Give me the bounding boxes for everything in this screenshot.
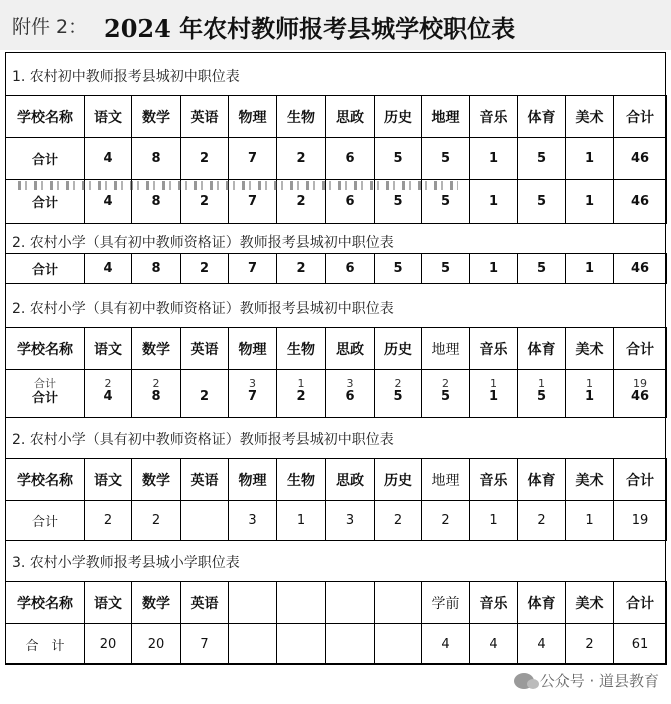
row-label-cell: 学校名称	[6, 582, 85, 624]
table-row	[6, 254, 667, 284]
table-cell	[326, 370, 375, 418]
section-3-table	[5, 581, 667, 665]
cell-value: 5	[393, 389, 403, 404]
table-cell: 1	[566, 501, 614, 541]
table-cell: 历史	[375, 459, 422, 501]
watermark-text: 公众号 · 道县教育	[539, 672, 659, 690]
table-cell: 7	[229, 254, 277, 284]
table-cell: 思政	[326, 328, 375, 370]
table-cell	[614, 370, 667, 418]
table-cell: 地理	[422, 96, 470, 138]
table-cell: 8	[132, 138, 181, 180]
cell-value: 合计	[31, 391, 58, 406]
table-cell: 合计	[614, 328, 667, 370]
table-cell	[229, 370, 277, 418]
table-cell: 5	[518, 254, 566, 284]
header-row	[6, 582, 667, 624]
table-cell: 体育	[518, 96, 566, 138]
row-label-cell	[6, 370, 85, 418]
table-cell: 46	[614, 180, 667, 224]
row-label-cell: 学校名称	[6, 96, 85, 138]
table-cell: 英语	[181, 582, 229, 624]
table-cell	[518, 370, 566, 418]
table-cell: 数学	[132, 96, 181, 138]
table-cell: 数学	[132, 328, 181, 370]
watermark	[514, 670, 659, 691]
table-cell: 2	[518, 501, 566, 541]
table-cell: 1	[470, 254, 518, 284]
ghost-value: 19	[633, 377, 647, 390]
table-cell: 生物	[277, 459, 326, 501]
table-cell	[566, 370, 614, 418]
table-cell	[326, 582, 375, 624]
table-cell: 1	[277, 501, 326, 541]
ghost-value: 1	[585, 377, 593, 390]
cell-value: 1	[488, 389, 499, 404]
ghost-value: 1	[537, 377, 545, 390]
overprinted-value	[440, 377, 451, 404]
overprinted-value	[345, 377, 355, 404]
table-cell: 物理	[229, 96, 277, 138]
table-cell: 语文	[85, 582, 132, 624]
scan-artifact	[18, 181, 458, 190]
table-cell: 物理	[229, 459, 277, 501]
table-cell: 英语	[181, 96, 229, 138]
table-cell	[326, 624, 375, 665]
section-1-table	[5, 95, 667, 224]
table-cell: 合计	[614, 96, 667, 138]
table-cell: 2	[375, 501, 422, 541]
table-cell: 美术	[566, 96, 614, 138]
overprinted-value	[103, 377, 113, 404]
row-label-cell: 合计	[6, 254, 85, 284]
section-2a-title: 2. 农村小学（具有初中教师资格证）教师报考县城初中职位表	[12, 235, 394, 251]
table-cell: 语文	[85, 96, 132, 138]
table-row	[6, 138, 667, 180]
ghost-value: 2	[104, 377, 112, 390]
table-cell: 数学	[132, 582, 181, 624]
table-cell: 5	[375, 180, 422, 224]
table-cell	[375, 624, 422, 665]
table-cell: 4	[85, 254, 132, 284]
table-cell: 语文	[85, 459, 132, 501]
table-cell	[181, 370, 229, 418]
table-cell: 音乐	[470, 582, 518, 624]
table-cell: 音乐	[470, 96, 518, 138]
row-label-cell: 合计	[6, 180, 85, 224]
row-label-cell: 学校名称	[6, 328, 85, 370]
overprinted-value	[630, 377, 650, 404]
row-label-cell: 学校名称	[6, 459, 85, 501]
table-cell: 合计	[614, 459, 667, 501]
ghost-value: 1	[489, 377, 497, 390]
table-cell: 5	[518, 138, 566, 180]
table-cell: 8	[132, 254, 181, 284]
table-cell: 20	[85, 624, 132, 665]
overprinted-value	[31, 377, 58, 406]
table-cell: 4	[85, 180, 132, 224]
table-cell: 思政	[326, 96, 375, 138]
table-cell	[375, 582, 422, 624]
section-2a-table	[5, 253, 667, 284]
section-2c-title: 2. 农村小学（具有初中教师资格证）教师报考县城初中职位表	[12, 432, 394, 448]
table-cell: 音乐	[470, 459, 518, 501]
page-title: 2024 年农村教师报考县城学校职位表	[104, 14, 516, 43]
table-cell	[181, 501, 229, 541]
table-cell: 美术	[566, 459, 614, 501]
table-cell: 2	[181, 138, 229, 180]
table-cell: 2	[277, 138, 326, 180]
table-cell: 2	[132, 501, 181, 541]
ghost-value: 2	[152, 377, 160, 390]
overprinted-value	[296, 377, 306, 404]
table-cell: 61	[614, 624, 667, 665]
overprinted-value	[247, 377, 258, 404]
table-cell: 5	[375, 138, 422, 180]
ghost-value: 合计	[33, 377, 56, 390]
table-cell: 5	[375, 254, 422, 284]
cell-value: 2	[296, 389, 306, 404]
table-cell: 5	[518, 180, 566, 224]
header-row	[6, 459, 667, 501]
row-label-cell: 合 计	[6, 624, 85, 665]
table-cell: 体育	[518, 328, 566, 370]
cell-value: 5	[536, 389, 547, 404]
table-cell: 1	[470, 501, 518, 541]
overprinted-value	[199, 386, 210, 404]
table-cell: 历史	[375, 328, 422, 370]
ghost-value: 2	[441, 377, 449, 390]
section-2c-table	[5, 458, 667, 541]
row-label-cell: 合计	[6, 501, 85, 541]
table-cell: 2	[181, 254, 229, 284]
table-cell	[277, 370, 326, 418]
table-cell: 8	[132, 180, 181, 224]
table-cell: 英语	[181, 328, 229, 370]
section-1-title: 1. 农村初中教师报考县城初中职位表	[12, 69, 240, 85]
table-cell: 合计	[614, 582, 667, 624]
table-cell	[422, 370, 470, 418]
section-2b-table	[5, 327, 667, 418]
overprinted-value	[536, 377, 547, 404]
table-cell	[85, 370, 132, 418]
table-cell: 2	[277, 254, 326, 284]
table-cell: 语文	[85, 328, 132, 370]
table-cell: 6	[326, 254, 375, 284]
table-cell: 7	[181, 624, 229, 665]
table-cell: 19	[614, 501, 667, 541]
header-row	[6, 328, 667, 370]
table-cell: 1	[566, 254, 614, 284]
table-row-overprinted	[6, 370, 667, 418]
table-cell: 体育	[518, 459, 566, 501]
table-cell: 4	[422, 624, 470, 665]
table-cell: 学前	[422, 582, 470, 624]
table-cell: 美术	[566, 328, 614, 370]
ghost-value: 3	[248, 377, 256, 390]
cell-value: 8	[151, 389, 161, 404]
table-cell: 生物	[277, 96, 326, 138]
overprinted-value	[584, 377, 595, 404]
cell-value: 5	[440, 389, 451, 404]
table-cell	[229, 624, 277, 665]
table-cell	[470, 370, 518, 418]
table-cell: 地理	[422, 459, 470, 501]
table-cell	[229, 582, 277, 624]
header-row	[6, 96, 667, 138]
table-cell: 20	[132, 624, 181, 665]
table-cell: 1	[566, 138, 614, 180]
table-cell: 地理	[422, 328, 470, 370]
table-cell: 4	[85, 138, 132, 180]
table-cell: 数学	[132, 459, 181, 501]
title-bar	[0, 0, 671, 50]
table-cell: 7	[229, 138, 277, 180]
table-cell: 46	[614, 254, 667, 284]
table-cell: 物理	[229, 328, 277, 370]
table-cell: 思政	[326, 459, 375, 501]
ghost-value: 3	[346, 377, 354, 390]
overprinted-value	[393, 377, 403, 404]
table-cell: 音乐	[470, 328, 518, 370]
table-cell: 3	[229, 501, 277, 541]
section-3-title: 3. 农村小学教师报考县城小学职位表	[12, 555, 240, 571]
table-cell: 2	[181, 180, 229, 224]
ghost-value: 1	[297, 377, 305, 390]
table-cell: 1	[470, 180, 518, 224]
cell-value: 2	[199, 389, 210, 404]
table-cell: 生物	[277, 328, 326, 370]
table-cell: 5	[422, 254, 470, 284]
table-cell: 4	[470, 624, 518, 665]
table-cell: 2	[277, 180, 326, 224]
attachment-label: 附件 2：	[12, 16, 88, 38]
ghost-value: 2	[394, 377, 402, 390]
table-cell	[375, 370, 422, 418]
table-row	[6, 624, 667, 665]
wechat-icon	[514, 673, 534, 689]
table-cell: 2	[566, 624, 614, 665]
table-cell: 46	[614, 138, 667, 180]
table-cell: 6	[326, 180, 375, 224]
table-cell: 5	[422, 138, 470, 180]
section-2b-title: 2. 农村小学（具有初中教师资格证）教师报考县城初中职位表	[12, 301, 394, 317]
overprinted-value	[151, 377, 161, 404]
table-cell	[277, 624, 326, 665]
table-cell	[277, 582, 326, 624]
cell-value: 6	[345, 389, 355, 404]
overprinted-value	[488, 377, 499, 404]
cell-value: 1	[584, 389, 595, 404]
table-cell: 历史	[375, 96, 422, 138]
table-cell: 2	[422, 501, 470, 541]
table-cell: 1	[566, 180, 614, 224]
table-cell: 英语	[181, 459, 229, 501]
table-cell	[132, 370, 181, 418]
table-cell: 6	[326, 138, 375, 180]
table-cell: 5	[422, 180, 470, 224]
cell-value: 7	[247, 389, 258, 404]
table-row	[6, 501, 667, 541]
table-cell: 体育	[518, 582, 566, 624]
row-label-cell: 合计	[6, 138, 85, 180]
table-cell: 3	[326, 501, 375, 541]
cell-value: 4	[103, 389, 113, 404]
cell-value: 46	[630, 389, 650, 404]
table-cell: 4	[518, 624, 566, 665]
table-cell: 1	[470, 138, 518, 180]
table-cell: 2	[85, 501, 132, 541]
table-cell: 7	[229, 180, 277, 224]
table-cell: 美术	[566, 582, 614, 624]
